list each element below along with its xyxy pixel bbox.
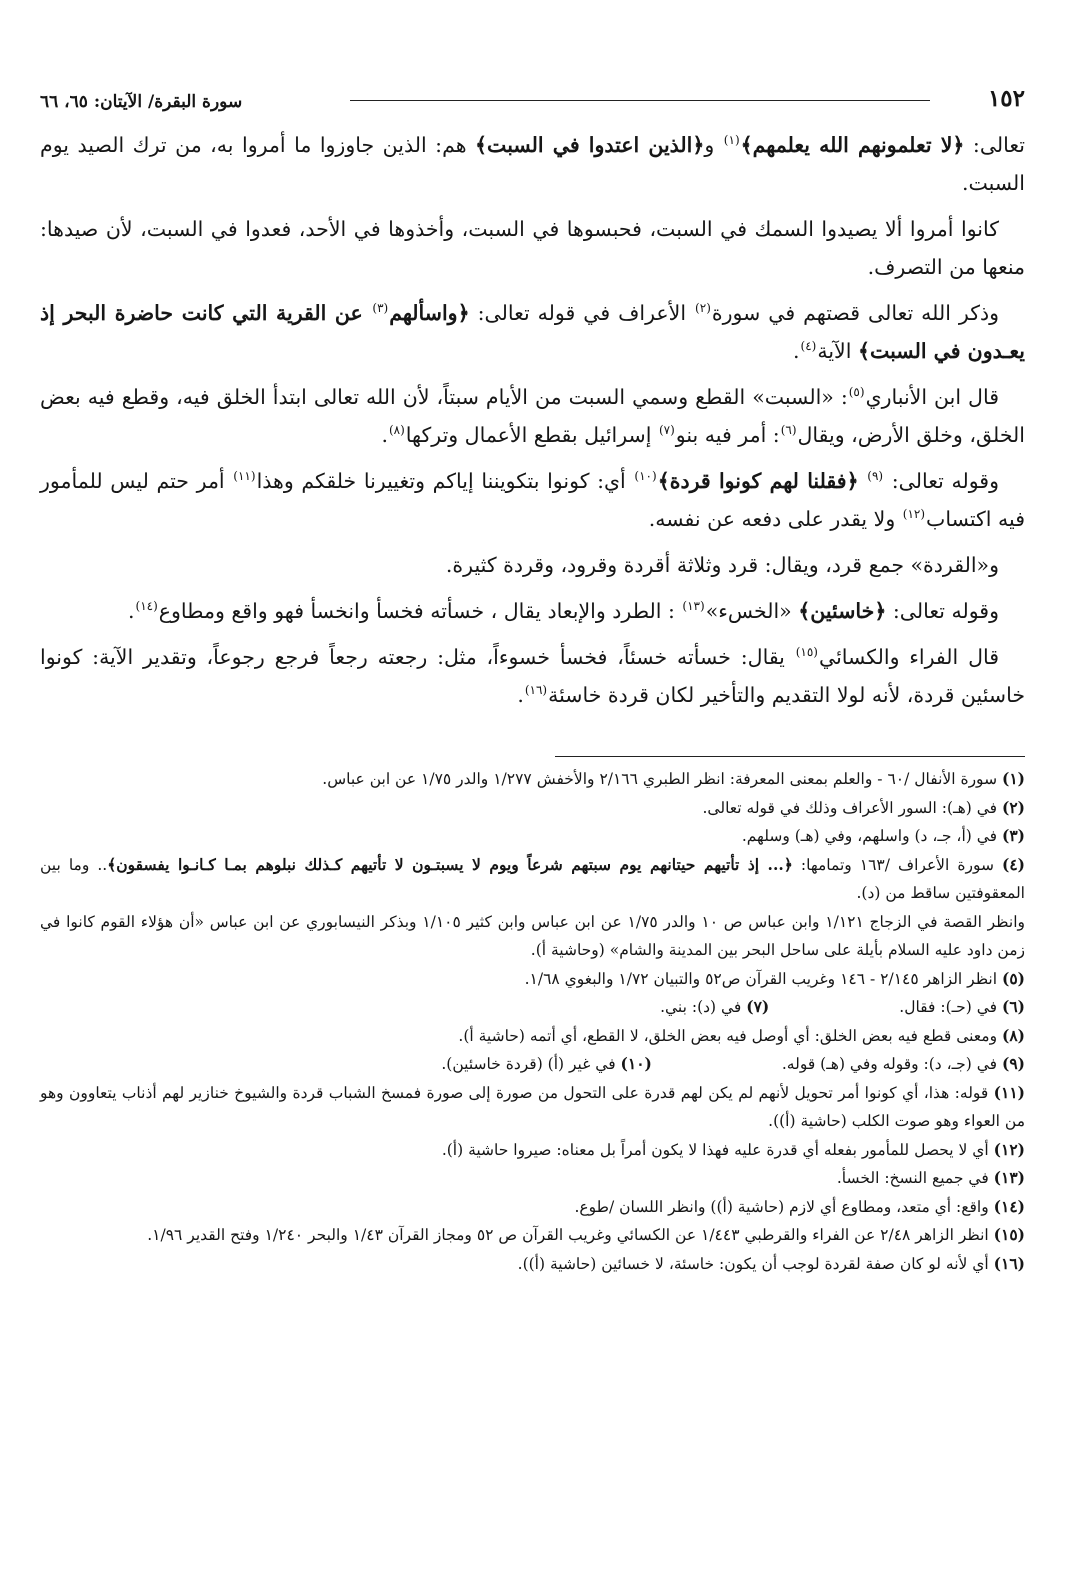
paragraph-1 (40, 126, 1025, 202)
footnote-ref: (٨) (388, 423, 405, 438)
page-header (40, 72, 1025, 112)
quran-quote: ﴿لا تعلمونهم الله يعلمهم﴾ (740, 133, 965, 157)
footnote-ref: (١٦) (524, 683, 548, 698)
quran-quote: ﴿فقلنا لهم كونوا قردة﴾ (657, 469, 859, 493)
book-page (40, 72, 1025, 1278)
footnote-ref: (١٢) (902, 507, 926, 522)
text-run: وقوله تعالى: (886, 599, 999, 623)
paragraph-4 (40, 378, 1025, 454)
text-run: أمر حتم ليس للمأمور فيه اكتساب (40, 469, 1025, 531)
footnote-4: (٤) سورة الأعراف /١٦٣ وتمامها: ﴿... إذ تأتيهم حيتانهم يوم سبتهم شرعاً ويوم لا يسبتـون لا تأتيهم كـذلك نبلوهم بمـا كـانـوا يفسقون﴾.. وما بين المعقوفتين ساقط من (د). (40, 854, 1025, 902)
footnote-11: (١١) قوله: هذا، أي كونوا أمر تحويل لأنهم لم يكن لهم قدرة على التحول من صورة إلى صورة فمسخ الشباب قردة والشيوخ خنازير لهم أذناب يتعاوون وهو من العواء وهو صوت الكلب (حاشية (أ)). (40, 1082, 1025, 1130)
footnote-ref: (١٠) (634, 469, 657, 484)
text-run: . (381, 423, 388, 447)
text-run: . (792, 339, 800, 363)
text-run: الأعراف في قوله تعالى: (469, 301, 695, 325)
text-run: الآية (817, 339, 858, 363)
footnote-3: (٣) في (أ، جـ، د) واسلهم، وفي (هـ) وسلهم. (741, 826, 1025, 845)
text-run: أي: كونوا بتكويننا إياكم وتغييرنا خلقكم وهذا (256, 469, 634, 493)
quran-quote: ﴿خاسئين﴾ (798, 599, 887, 623)
footnote-4-continued: وانظر القصة في الزجاج ١/١٢١ وابن عباس ص ١٠ والدر ١/٧٥ عن ابن عباس وابن كثير ١/١٠٥ وبذكر النيسابوري عن ابن عباس «أن هؤلاء القوم كانوا في زمن داود عليه السلام بأيلة على ساحل البحر بين المدينة والشام» (وحاشية أ). (40, 912, 1026, 959)
text-run (859, 469, 867, 493)
footnote-ref: (١٤) (135, 599, 158, 614)
footnote-row-6-7 (40, 993, 1025, 1022)
text-run: يقال: خسأته خسئاً، فخسأ خسوءاً، مثل: رجعته رجعاً فرجع رجوعاً، وتقدير الآية: كونوا خاسئين قردة، لأنه لولا التقديم والتأخير لكان قردة خاسئة (40, 645, 1025, 707)
footnote-15: (١٥) انظر الزاهر ٢/٤٨ عن الفراء والقرطبي ١/٤٤٣ عن الكسائي وغريب القرآن ص ٥٢ ومجاز القرآن ١/٤٣ والبحر ١/٢٤٠ وفتح القدير ١/٩٦. (147, 1225, 1025, 1244)
text-run: . (517, 683, 524, 707)
paragraph-8 (40, 638, 1025, 714)
footnote-ref: (١١) (233, 469, 256, 484)
footnote-ref: (٢) (695, 301, 711, 316)
quran-quote: ﴿واسألهم (389, 301, 470, 325)
footnote-ref: (٥) (848, 385, 865, 400)
footnote-8: (٨) ومعنى قطع فيه بعض الخلق: أي أوصل فيه بعض الخلق، لا القطع، أي أتمه (حاشية أ). (458, 1025, 1025, 1045)
paragraph-5 (40, 462, 1025, 538)
footnote-6: (٦) في (حـ): فقال. (899, 997, 1025, 1016)
footnote-row-9-10 (40, 1050, 1025, 1079)
footnote-14: (١٤) واقع: أي متعد، ومطاوع أي لازم (حاشية (أ)) وانظر اللسان /طوع. (574, 1196, 1025, 1216)
footnote-12: (١٢) أي لا يحصل للمأمور بفعله أي قدرة عليه فهذا لا يكون أمراً بل معناه: صيروا حاشية (أ). (441, 1139, 1025, 1159)
text-run: : الطرد والإبعاد يقال ، خسأته فخسأ وانخسأ فهو واقع ومطاوع (158, 599, 682, 623)
text-run: وقوله تعالى: (884, 469, 999, 493)
footnote-13: (١٣) في جميع النسخ: الخسأ. (836, 1168, 1025, 1187)
text-run: هم: الذين جاوزوا ما أمروا به، من ترك الصيد يوم السبت. (40, 133, 1025, 195)
quran-quote: عن القرية التي كانت حاضرة البحر إذ يعـدون في السبت﴾ (40, 301, 1025, 363)
text-run: وذكر الله تعالى قصتهم في سورة (711, 301, 999, 325)
main-text (40, 126, 1025, 714)
footnote-10: (١٠) في غير (أ) (قردة خاسئين). (441, 1054, 652, 1073)
paragraph-2 (40, 210, 1025, 286)
paragraph-3 (40, 294, 1025, 370)
footnote-ref: (٧) (658, 423, 675, 438)
text-run: قال ابن الأنباري (865, 385, 999, 409)
text-run: إسرائيل بقطع الأعمال وتركها (405, 423, 658, 447)
text-run: قال الفراء والكسائي (818, 645, 1000, 669)
footnote-5: (٥) انظر الزاهر ٢/١٤٥ - ١٤٦ وغريب القرآن ص٥٢ والتبيان ١/٧٢ والبغوي ١/٦٨. (524, 968, 1025, 988)
footnote-1: (١) سورة الأنفال /٦٠ - والعلم بمعنى المعرفة: انظر الطبري ٢/١٦٦ والأخفش ١/٢٧٧ والدر ١/٧٥ عن ابن عباس. (322, 769, 1025, 788)
paragraph-6 (40, 546, 1025, 584)
text-run: ولا يقدر على دفعه عن نفسه. (648, 507, 902, 531)
footnote-ref: (١) (723, 133, 740, 148)
footnote-2: (٢) في (هـ): السور الأعراف وذلك في قوله تعالى. (702, 797, 1025, 817)
page-number: ١٥٢ (987, 85, 1025, 112)
footnote-ref: (٩) (867, 469, 884, 484)
footnote-ref: (٤) (800, 339, 817, 354)
text-run: تعالى: (964, 133, 1025, 157)
text-run: «الخسء» (705, 599, 799, 623)
footnote-ref: (٣) (372, 301, 389, 316)
footnote-7: (٧) في (د): بني. (660, 997, 770, 1016)
text-run: : «السبت» القطع وسمي السبت من الأيام سبتاً، لأن الله تعالى ابتدأ الخلق فيه، وقطع فيه بعض الخلق، وخلق الأرض، ويقال (40, 385, 1025, 447)
footnote-9: (٩) في (جـ، د): وقوله وفي (هـ) قوله. (781, 1054, 1025, 1073)
text-run: . (127, 599, 135, 623)
quran-quote: ﴿الذين اعتدوا في السبت﴾ (475, 133, 705, 157)
text-run: و (704, 133, 723, 157)
text-run: : أمر فيه بنو (675, 423, 780, 447)
footnotes (40, 765, 1025, 1278)
paragraph-7 (40, 592, 1025, 630)
footnote-ref: (١٣) (682, 599, 705, 614)
running-title: سورة البقرة/ الآيتان: ٦٥، ٦٦ (40, 92, 243, 112)
text-run: و«القردة» جمع قرد، ويقال: قرد وثلاثة أقردة وقرود، وقردة كثيرة. (445, 553, 999, 577)
footnote-ref: (١٥) (795, 645, 818, 660)
header-rule (350, 100, 930, 101)
text-run: كانوا أمروا ألا يصيدوا السمك في السبت، فحبسوها في السبت، وأخذوها في الأحد، فعدوا في السبت، لأن صيدها: منعها من التصرف. (40, 217, 1025, 279)
footnote-16: (١٦) أي لأنه لو كان صفة لقردة لوجب أن يكون: خاسئة، لا خسائين (حاشية (أ)). (517, 1253, 1025, 1273)
footnote-separator (555, 756, 1025, 757)
footnote-ref: (٦) (780, 423, 797, 438)
